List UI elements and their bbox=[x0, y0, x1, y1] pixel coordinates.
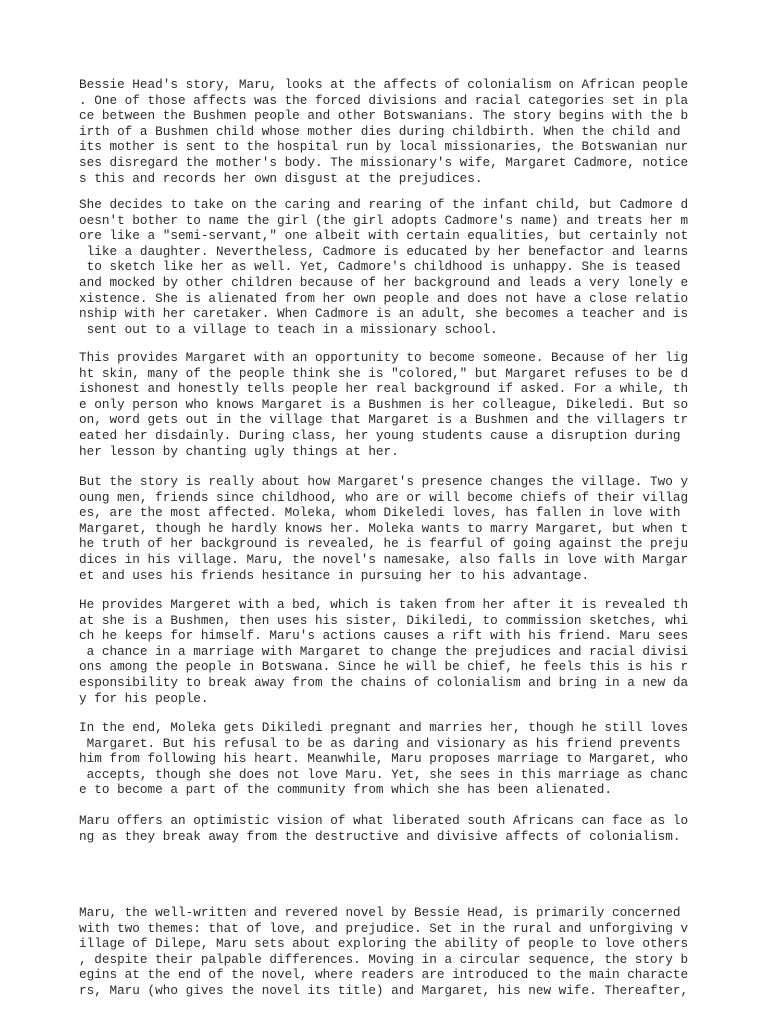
text-line: He provides Margeret with a bed, which is taken from her after it is revealed th bbox=[79, 597, 689, 612]
text-line: oesn't bother to name the girl (the girl adopts Cadmore's name) and treats her m bbox=[79, 212, 689, 228]
text-line: him from following his heart. Meanwhile, Maru proposes marriage to Margaret, who bbox=[79, 751, 689, 767]
text-line: s this and records her own disgust at the prejudices. bbox=[79, 170, 483, 186]
paragraph-3 bbox=[79, 350, 699, 459]
text-line: e to become a part of the community from which she has been alienated. bbox=[79, 782, 612, 798]
text-line: and mocked by other children because of her background and leads a very lonely e bbox=[79, 274, 689, 290]
text-line: its mother is sent to the hospital run by local missionaries, the Botswanian nur bbox=[79, 139, 689, 155]
text-line: he truth of her background is revealed, he is fearful of going against the preju bbox=[79, 536, 689, 552]
text-line: eated her disdainly. During class, her young students cause a disruption during bbox=[79, 427, 681, 443]
text-line: . One of those affects was the forced divisions and racial categories set in pla bbox=[79, 92, 689, 108]
paragraph-1 bbox=[79, 77, 699, 186]
paragraph-5 bbox=[79, 597, 699, 706]
text-line: esponsibility to break away from the chains of colonialism and bring in a new da bbox=[79, 674, 689, 690]
text-line: ch he keeps for himself. Maru's actions causes a rift with his friend. Maru sees bbox=[79, 628, 689, 644]
text-line: ons among the people in Botswana. Since he will be chief, he feels this is his r bbox=[79, 659, 689, 675]
paragraph-8 bbox=[79, 905, 699, 999]
text-line: to sketch like her as well. Yet, Cadmore's childhood is unhappy. She is teased bbox=[79, 259, 681, 275]
text-line: accepts, though she does not love Maru. Yet, she sees in this marriage as chanc bbox=[79, 766, 689, 782]
paragraph-4 bbox=[79, 474, 699, 583]
text-line: irth of a Bushmen child whose mother dies during childbirth. When the child and bbox=[79, 123, 681, 139]
paragraph-2 bbox=[79, 197, 699, 337]
text-line: Maru, the well-written and revered novel by Bessie Head, is primarily concerned bbox=[79, 905, 681, 920]
text-line: Bessie Head's story, Maru, looks at the affects of colonialism on African people bbox=[79, 77, 689, 92]
text-line: her lesson by chanting ugly things at her. bbox=[79, 443, 399, 459]
text-line: egins at the end of the novel, where readers are introduced to the main characte bbox=[79, 967, 689, 983]
text-line: ore like a "semi-servant," one albeit with certain equalities, but certainly not bbox=[79, 228, 689, 244]
text-line: es, are the most affected. Moleka, whom Dikeledi loves, has fallen in love with bbox=[79, 505, 681, 521]
text-line: at she is a Bushmen, then uses his sister, Dikiledi, to commission sketches, whi bbox=[79, 612, 689, 628]
text-line: xistence. She is alienated from her own people and does not have a close relatio bbox=[79, 290, 689, 306]
text-line: ht skin, many of the people think she is "colored," but Margaret refuses to be d bbox=[79, 365, 689, 381]
text-line: y for his people. bbox=[79, 690, 209, 706]
text-line: dices in his village. Maru, the novel's namesake, also falls in love with Margar bbox=[79, 551, 689, 567]
text-line: Margaret, though he hardly knows her. Moleka wants to marry Margaret, but when t bbox=[79, 520, 689, 536]
paragraph-6 bbox=[79, 720, 699, 798]
text-line: In the end, Moleka gets Dikiledi pregnant and marries her, though he still loves bbox=[79, 720, 689, 735]
text-line: rs, Maru (who gives the novel its title) and Margaret, his new wife. Thereafter, bbox=[79, 982, 689, 998]
text-line: ishonest and honestly tells people her real background if asked. For a while, th bbox=[79, 381, 689, 397]
text-line: oung men, friends since childhood, who are or will become chiefs of their villag bbox=[79, 489, 689, 505]
text-line: like a daughter. Nevertheless, Cadmore is educated by her benefactor and learns bbox=[79, 243, 689, 259]
text-line: Maru offers an optimistic vision of what liberated south Africans can face as lo bbox=[79, 813, 689, 828]
text-line: nship with her caretaker. When Cadmore is an adult, she becomes a teacher and is bbox=[79, 306, 689, 322]
text-line: on, word gets out in the village that Margaret is a Bushmen and the villagers tr bbox=[79, 412, 689, 428]
text-line: Margaret. But his refusal to be as daring and visionary as his friend prevents bbox=[79, 735, 681, 751]
text-line: She decides to take on the caring and rearing of the infant child, but Cadmore d bbox=[79, 197, 689, 212]
text-line: , despite their palpable differences. Moving in a circular sequence, the story b bbox=[79, 951, 689, 967]
text-line: sent out to a village to teach in a missionary school. bbox=[79, 321, 498, 337]
text-line: e only person who knows Margaret is a Bushmen is her colleague, Dikeledi. But so bbox=[79, 396, 689, 412]
text-line: But the story is really about how Margaret's presence changes the village. Two y bbox=[79, 474, 689, 489]
text-line: ses disregard the mother's body. The missionary's wife, Margaret Cadmore, notice bbox=[79, 154, 689, 170]
text-line: with two themes: that of love, and prejudice. Set in the rural and unforgiving v bbox=[79, 920, 689, 936]
paragraph-7 bbox=[79, 813, 699, 844]
text-line: et and uses his friends hesitance in pursuing her to his advantage. bbox=[79, 567, 590, 583]
text-line: This provides Margaret with an opportunity to become someone. Because of her lig bbox=[79, 350, 689, 365]
text-line: ng as they break away from the destructive and divisive affects of colonialism. bbox=[79, 828, 681, 844]
text-line: a chance in a marriage with Margaret to change the prejudices and racial divisi bbox=[79, 643, 689, 659]
text-line: illage of Dilepe, Maru sets about exploring the ability of people to love others bbox=[79, 936, 689, 952]
text-line: ce between the Bushmen people and other Botswanians. The story begins with the b bbox=[79, 108, 689, 124]
